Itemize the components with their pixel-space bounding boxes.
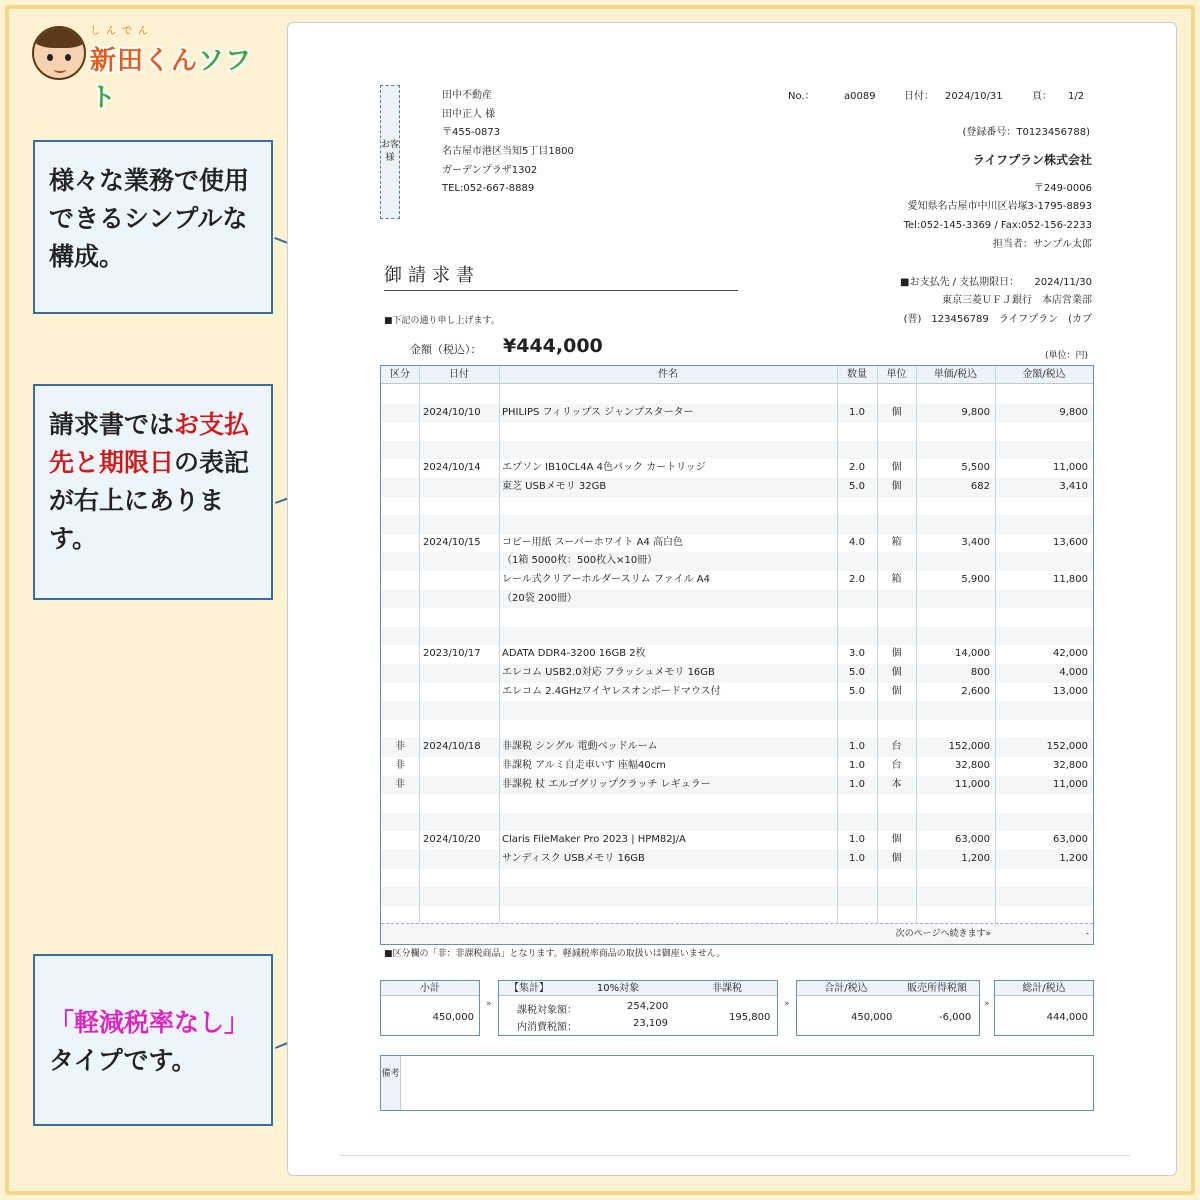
nontax-label: 非課税 xyxy=(677,981,777,996)
cell-amount: 32,800 xyxy=(1053,760,1088,771)
col-header-amount: 金額/税込 xyxy=(995,366,1093,384)
cell-unit: 箱 xyxy=(891,536,902,548)
table-row xyxy=(381,776,1093,795)
cell-qty: 5.0 xyxy=(849,685,865,697)
table-row xyxy=(381,645,1093,664)
withholding-value: -6,000 xyxy=(939,1012,972,1023)
cell-name: （20袋 200冊） xyxy=(502,592,577,604)
cell-qty: 2.0 xyxy=(849,574,865,585)
summary-label: 【集計】 xyxy=(499,981,559,996)
inner-tax-label: 内消費税額： xyxy=(517,1022,577,1033)
cell-unit: 個 xyxy=(891,481,902,492)
company-address: 愛知県名古屋市中川区岩塚3-1795-8893 xyxy=(907,201,1092,212)
remarks-label: 備考 xyxy=(381,1056,401,1110)
table-row xyxy=(381,720,1093,739)
arrow-icon: » xyxy=(486,999,492,1009)
grand-total-box xyxy=(994,980,1094,1036)
cell-unit: 個 xyxy=(891,667,902,678)
table-row xyxy=(381,794,1093,813)
cell-amount: 3,410 xyxy=(1059,481,1088,492)
cell-qty: 5.0 xyxy=(849,667,865,678)
bank-account: (普) 123456789 ライフプラン (カブ xyxy=(903,314,1092,325)
cell-price: 1,200 xyxy=(961,853,990,864)
table-row xyxy=(381,478,1093,497)
cell-qty: 1.0 xyxy=(849,853,865,864)
next-page-dash: - xyxy=(1085,929,1089,939)
cell-price: 152,000 xyxy=(948,741,990,753)
cell-amount: 11,000 xyxy=(1053,778,1088,790)
customer-line: 田中不動産 xyxy=(442,90,492,101)
cell-price: 682 xyxy=(970,481,990,492)
withholding-label: 販売所得税額 xyxy=(895,981,979,996)
cell-unit: 個 xyxy=(891,648,902,660)
company-name: ライフプラン株式会社 xyxy=(972,153,1092,167)
cell-price: 14,000 xyxy=(955,648,990,660)
cell-name: （1箱 5000枚：500枚入×10冊） xyxy=(502,555,658,567)
cell-date: 2024/10/15 xyxy=(423,536,481,548)
taxable-label: 10%対象 xyxy=(559,981,677,996)
amount-label: 金額（税込）： xyxy=(410,343,482,356)
cell-date: 2024/10/10 xyxy=(423,406,481,418)
cell-price: 63,000 xyxy=(955,834,990,846)
table-row xyxy=(381,869,1093,888)
cell-amount: 63,000 xyxy=(1053,834,1088,846)
cell-price: 5,500 xyxy=(961,462,990,474)
cell-date: 2024/10/18 xyxy=(423,741,481,753)
company-tel: Tel:052-145-3369 / Fax:052-156-2233 xyxy=(903,220,1092,231)
total-value: 450,000 xyxy=(851,1012,893,1023)
cell-unit: 個 xyxy=(891,685,902,697)
table-row xyxy=(381,831,1093,850)
taxable-base-value: 254,200 xyxy=(627,1001,669,1012)
company-zip: 〒249-0006 xyxy=(1033,183,1092,194)
table-row xyxy=(381,608,1093,627)
brand-logo xyxy=(28,22,278,113)
remarks-box xyxy=(380,1055,1094,1111)
cell-price: 5,900 xyxy=(961,574,990,585)
registration-number: (登録番号：T0123456788) xyxy=(962,127,1090,138)
cell-price: 32,800 xyxy=(955,760,990,771)
cell-date: 2024/10/20 xyxy=(423,834,481,846)
cell-qty: 1.0 xyxy=(849,741,865,753)
cell-qty: 1.0 xyxy=(849,406,865,418)
invoice-document xyxy=(287,22,1177,1176)
cell-amount: 4,000 xyxy=(1059,667,1088,678)
intro-text: ■下記の通り申し上げます。 xyxy=(384,316,500,326)
tax-note: ■区分欄の「非：非課税商品」となります。軽減税率商品の取扱いは御座いません。 xyxy=(384,949,726,959)
cell-kbn: 非 xyxy=(395,778,405,790)
table-row xyxy=(381,627,1093,646)
cell-kbn: 非 xyxy=(395,741,405,753)
table-row xyxy=(381,664,1093,683)
cell-name: PHILIPS フィリップス ジャンプスターター xyxy=(502,406,694,418)
logo-text: 新田くんソフト xyxy=(90,46,253,113)
invoice-no-label: No.： xyxy=(788,91,815,102)
cell-qty: 1.0 xyxy=(849,778,865,790)
table-row xyxy=(381,701,1093,720)
invoice-date: 2024/10/31 xyxy=(945,91,1003,102)
table-row xyxy=(381,887,1093,906)
customer-line: 名古屋市港区当知5丁目1800 xyxy=(442,146,574,157)
grand-total-label: 総計/税込 xyxy=(995,981,1093,996)
page-label: 頁： xyxy=(1032,91,1052,102)
logo-ruby: しんでん xyxy=(90,26,154,37)
divider xyxy=(340,1155,1130,1156)
subtotal-label: 小計 xyxy=(381,981,479,996)
cell-date: 2024/10/14 xyxy=(423,462,481,474)
bank-name: 東京三菱ＵＦＪ銀行 本店営業部 xyxy=(942,295,1092,306)
cell-name: エプソン IB10CL4A 4色パック カートリッジ xyxy=(502,462,706,474)
customer-label: お客様 xyxy=(380,85,400,219)
next-page-note: 次のページへ続きます» xyxy=(895,929,991,939)
col-header-date: 日付 xyxy=(419,366,499,384)
page-number: 1/2 xyxy=(1068,91,1085,102)
taxable-base-label: 課税対象額： xyxy=(517,1005,577,1016)
cell-unit: 台 xyxy=(891,741,902,753)
mascot-face-icon xyxy=(32,26,86,80)
cell-name: 非課税 アルミ自走車いす 座幅40cm xyxy=(502,760,666,771)
unit-note: (単位：円) xyxy=(1044,351,1088,361)
cell-qty: 4.0 xyxy=(849,536,865,548)
cell-price: 11,000 xyxy=(955,778,990,790)
cell-name: 東芝 USBメモリ 32GB xyxy=(502,481,607,492)
cell-amount: 9,800 xyxy=(1059,406,1088,418)
table-row xyxy=(381,813,1093,832)
cell-name: コピー用紙 スーパーホワイト A4 高白色 xyxy=(502,536,684,548)
cell-amount: 11,800 xyxy=(1053,574,1088,585)
grand-total-value: 444,000 xyxy=(1046,1012,1088,1023)
cell-unit: 台 xyxy=(891,760,902,771)
table-row xyxy=(381,906,1093,925)
table-row xyxy=(381,515,1093,534)
document-title: 御請求書 xyxy=(384,261,738,291)
cell-qty: 5.0 xyxy=(849,481,865,492)
table-row xyxy=(381,757,1093,776)
table-row xyxy=(381,590,1093,609)
date-label: 日付： xyxy=(904,91,934,102)
total-box xyxy=(796,980,980,1036)
col-header-unit: 単位 xyxy=(877,366,916,384)
col-header-qty: 数量 xyxy=(837,366,877,384)
subtotal-value: 450,000 xyxy=(432,1012,474,1023)
table-row xyxy=(381,385,1093,404)
callout-simple: 様々な業務で使用できるシンプルな構成。 xyxy=(33,140,273,314)
cell-amount: 13,600 xyxy=(1053,536,1088,548)
cell-kbn: 非 xyxy=(395,760,405,771)
arrow-icon: » xyxy=(784,999,790,1009)
table-row xyxy=(381,404,1093,423)
cell-amount: 13,000 xyxy=(1053,685,1088,697)
customer-line: TEL:052-667-8889 xyxy=(442,183,535,194)
cell-date: 2023/10/17 xyxy=(423,648,481,660)
invoice-no: a0089 xyxy=(844,91,876,102)
callout-payment: 請求書ではお支払先と期限日の表記が右上にあります。 xyxy=(33,384,273,600)
table-row xyxy=(381,497,1093,516)
table-row xyxy=(381,459,1093,478)
items-table xyxy=(380,365,1094,945)
cell-amount: 1,200 xyxy=(1059,853,1088,864)
cell-amount: 11,000 xyxy=(1053,462,1088,474)
cell-qty: 3.0 xyxy=(849,648,865,660)
cell-qty: 1.0 xyxy=(849,760,865,771)
table-row xyxy=(381,422,1093,441)
customer-line: 〒455-0873 xyxy=(442,127,501,138)
payment-due-date: 2024/11/30 xyxy=(1034,277,1092,288)
cell-name: エレコム USB2.0対応 フラッシュメモリ 16GB xyxy=(502,667,715,678)
table-row xyxy=(381,738,1093,757)
cell-name: Claris FileMaker Pro 2023 | HPM82J/A xyxy=(502,834,686,846)
cell-name: レール式クリアーホルダースリム ファイル A4 xyxy=(502,574,710,585)
total-amount: ¥444,000 xyxy=(503,335,603,357)
cell-unit: 個 xyxy=(891,406,902,418)
table-row xyxy=(381,683,1093,702)
customer-line: ガーデンプラザ1302 xyxy=(442,165,538,176)
cell-unit: 箱 xyxy=(891,574,902,585)
cell-qty: 2.0 xyxy=(849,462,865,474)
cell-unit: 本 xyxy=(891,778,902,790)
arrow-icon: » xyxy=(984,999,990,1009)
table-row xyxy=(381,850,1093,869)
col-header-kbn: 区分 xyxy=(381,366,419,384)
table-row xyxy=(381,571,1093,590)
inner-tax-value: 23,109 xyxy=(633,1018,668,1029)
cell-unit: 個 xyxy=(891,462,902,474)
customer-line: 田中正人 様 xyxy=(442,109,496,120)
cell-price: 3,400 xyxy=(961,536,990,548)
cell-price: 2,600 xyxy=(961,685,990,697)
cell-name: サンディスク USBメモリ 16GB xyxy=(502,853,645,864)
col-header-name: 件名 xyxy=(499,366,837,384)
total-label: 合計/税込 xyxy=(797,981,895,996)
cell-name: 非課税 杖 エルゴグリップクラッチ レギュラー xyxy=(502,778,711,790)
cell-name: エレコム 2.4GHzワイヤレスオンボードマウス付 xyxy=(502,685,721,697)
cell-amount: 152,000 xyxy=(1046,741,1088,753)
cell-price: 9,800 xyxy=(961,406,990,418)
callout-tax-type: 「軽減税率なし」 タイプです。 xyxy=(33,954,273,1126)
tax-summary-box xyxy=(498,980,778,1036)
cell-price: 800 xyxy=(970,667,990,678)
cell-unit: 個 xyxy=(891,834,902,846)
cell-name: 非課税 シングル 電動ベッドルーム xyxy=(502,741,658,753)
nontax-value: 195,800 xyxy=(729,1012,771,1023)
table-row xyxy=(381,534,1093,553)
table-row xyxy=(381,441,1093,460)
cell-unit: 個 xyxy=(891,853,902,864)
cell-qty: 1.0 xyxy=(849,834,865,846)
company-staff: 担当者：サンプル太郎 xyxy=(992,239,1092,250)
col-header-price: 単価/税込 xyxy=(916,366,995,384)
table-row xyxy=(381,552,1093,571)
subtotal-box xyxy=(380,980,480,1036)
cell-amount: 42,000 xyxy=(1053,648,1088,660)
cell-name: ADATA DDR4-3200 16GB 2枚 xyxy=(502,648,646,660)
payment-label: ■お支払先 / 支払期限日： xyxy=(900,277,1020,288)
continuation-row xyxy=(381,923,1093,944)
